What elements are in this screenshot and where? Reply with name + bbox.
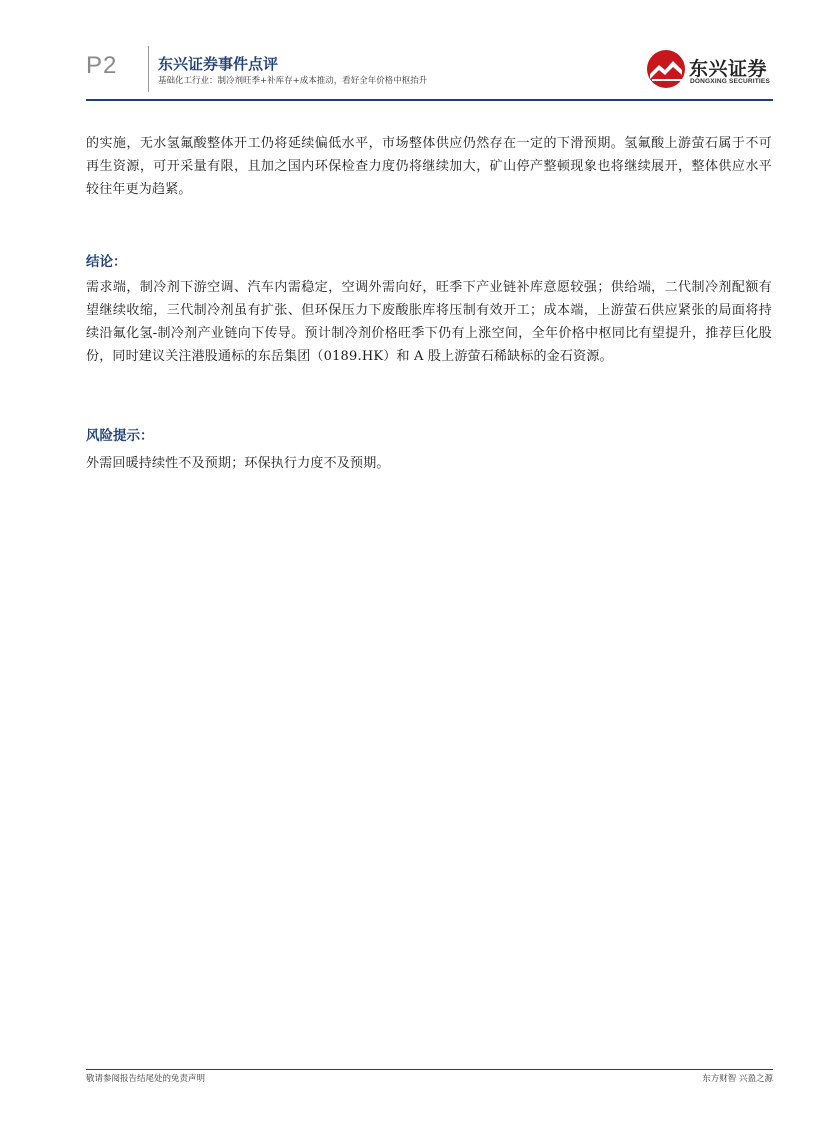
logo-english-name: DONGXING SECURITIES <box>690 78 771 85</box>
conclusion-paragraph: 需求端，制冷剂下游空调、汽车内需稳定，空调外需向好，旺季下产业链补库意愿较强；供给端，二代制冷剂配额有望继续收缩，三代制冷剂虽有扩张、但环保压力下废酸胀库将压制有效开工；成本端，上游萤石供应紧张的局面将持续沿氟化氢-制冷剂产业链向下传导。预计制冷剂价格旺季下仍有上涨空间，全年价格中枢同比有望提升，推荐巨化股份，同时建议关注港股通标的东岳集团（0189.HK）和 A 股上游萤石稀缺标的金石资源。 <box>86 280 772 364</box>
report-series-title: 东兴证券事件点评 <box>158 55 279 73</box>
logo-wordmark: 东兴证券 <box>689 58 768 80</box>
footer-rule <box>86 1069 773 1070</box>
risk-paragraph: 外需回暖持续性不及预期；环保执行力度不及预期。 <box>86 456 390 471</box>
footer-slogan: 东方财智 兴盈之源 <box>702 1074 773 1084</box>
report-subtitle: 基础化工行业：制冷剂旺季+补库存+成本推动，看好全年价格中枢抬升 <box>158 76 428 86</box>
intro-paragraph: 的实施，无水氢氟酸整体开工仍将延续偏低水平，市场整体供应仍然存在一定的下滑预期。氢氟酸上游萤石属于不可再生资源，可开采量有限，且加之国内环保检查力度仍将继续加大，矿山停产整顿现象也将继续展开，整体供应水平较往年更为趋紧。 <box>86 136 772 197</box>
risk-heading: 风险提示： <box>86 428 154 444</box>
conclusion-heading: 结论： <box>86 254 127 270</box>
header-rule <box>86 99 773 101</box>
disclaimer-note: 敬请参阅报告结尾处的免责声明 <box>86 1074 206 1084</box>
page-number: P2 <box>86 52 118 79</box>
header-divider <box>148 46 149 92</box>
